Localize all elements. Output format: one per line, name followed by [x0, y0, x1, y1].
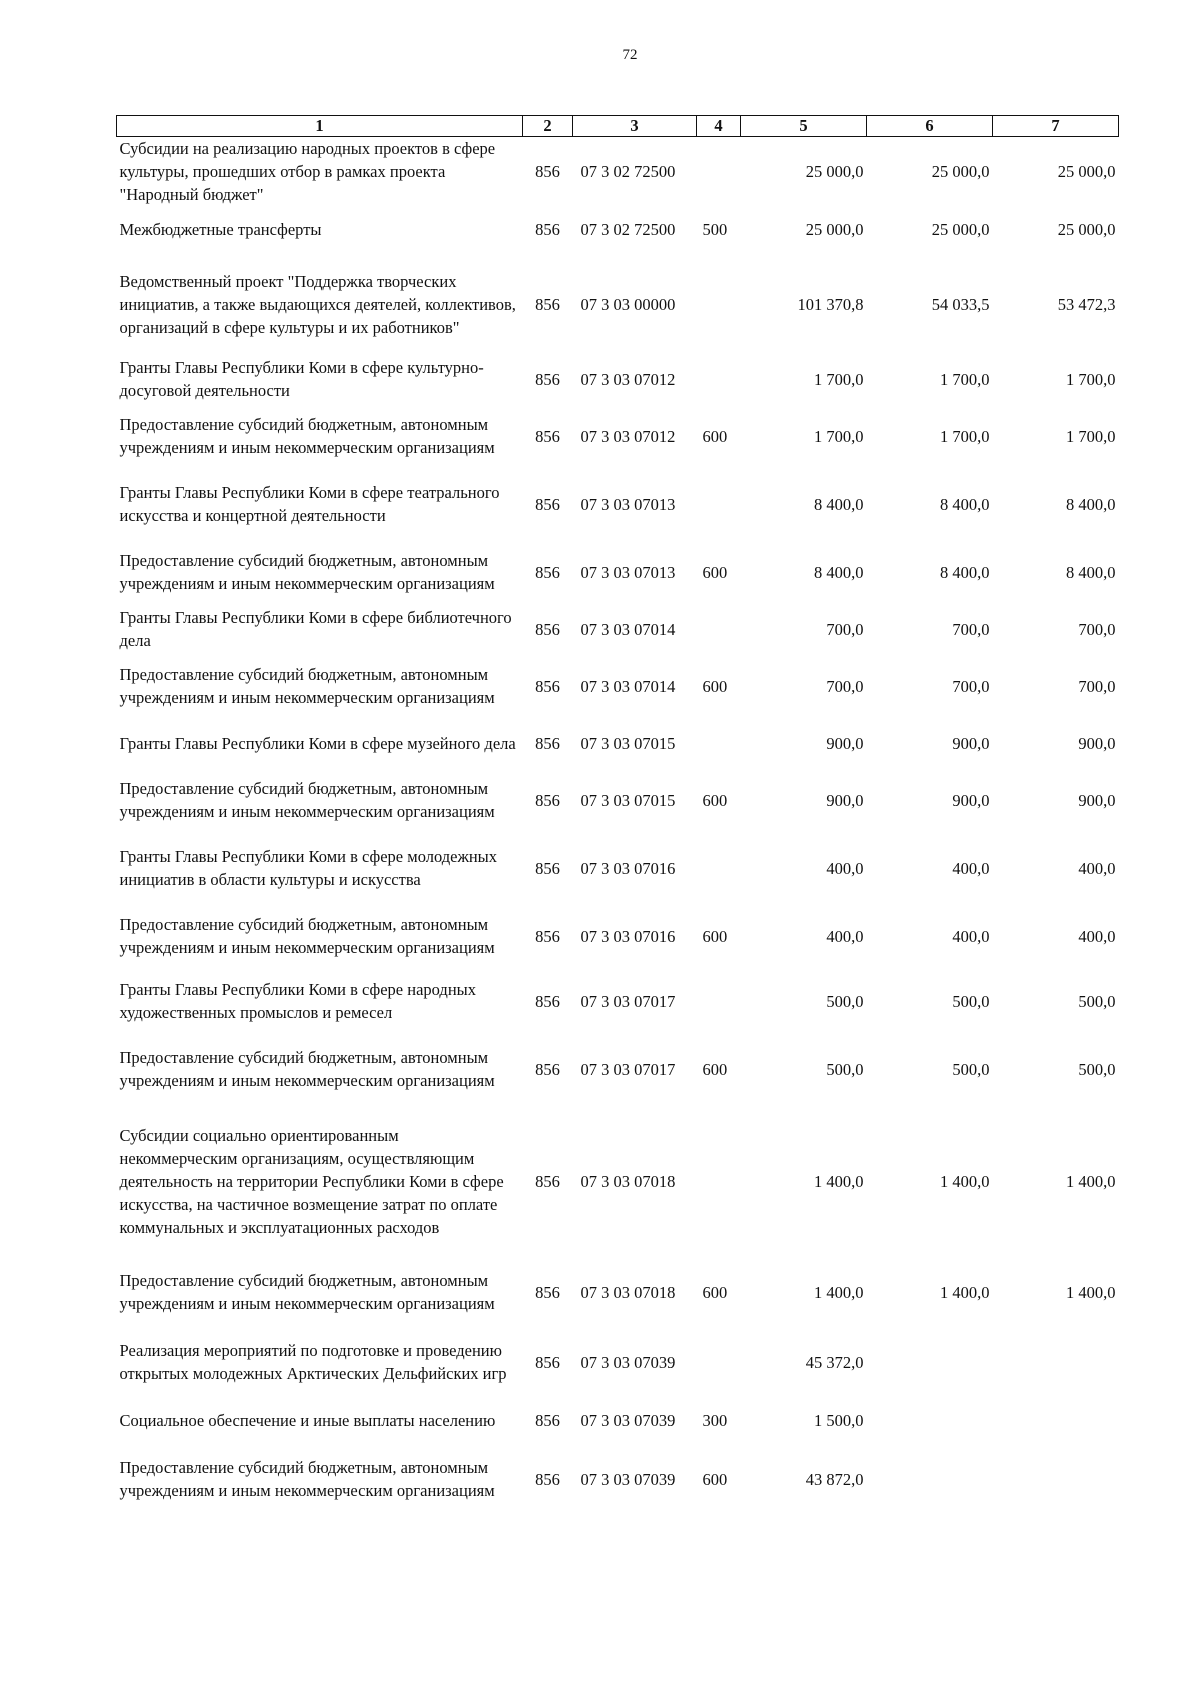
row-amount-col7: 1 700,0	[1066, 369, 1116, 389]
header-col-4: 4	[697, 116, 741, 137]
row-expense-type: 500	[702, 219, 728, 239]
row-gr-code: 856	[535, 991, 560, 1011]
row-amount-col6: 1 700,0	[940, 426, 990, 446]
row-gr-code: 856	[535, 619, 560, 639]
row-gr-code: 856	[535, 1352, 560, 1372]
row-expense-type: 600	[702, 676, 728, 696]
row-expense-type	[697, 137, 741, 207]
row-amount-col5: 25 000,0	[805, 162, 864, 181]
row-amount-col7	[993, 1444, 1119, 1514]
row-amount-col6: 25 000,0	[931, 162, 990, 181]
row-name: Предоставление субсидий бюджетным, автономным учреждениям и иным некоммерческим организациям	[119, 1271, 495, 1313]
row-amount-col7: 900,0	[1078, 733, 1116, 753]
row-name: Реализация мероприятий по подготовке и проведению открытых молодежных Арктических Дельфийских игр	[119, 1341, 507, 1383]
table-row	[117, 1256, 1119, 1328]
row-name: Субсидии на реализацию народных проектов в сфере культуры, прошедших отбор в рамках проекта "Народный бюджет"	[119, 139, 496, 204]
table-row	[117, 252, 1119, 356]
row-target-code: 07 3 03 07017	[580, 991, 676, 1011]
row-target-code: 07 3 02 72500	[580, 219, 676, 239]
row-expense-type	[697, 356, 741, 402]
row-expense-type: 600	[702, 1469, 728, 1489]
row-amount-col5: 45 372,0	[805, 1352, 864, 1372]
row-target-code: 07 3 03 07013	[580, 494, 676, 514]
row-target-code: 07 3 03 07014	[580, 676, 676, 696]
row-amount-col5: 1 700,0	[814, 426, 864, 446]
row-amount-col5: 43 872,0	[805, 1469, 864, 1489]
row-target-code: 07 3 03 07013	[580, 562, 676, 582]
row-amount-col7: 500,0	[1078, 991, 1116, 1011]
row-amount-col7: 400,0	[1078, 858, 1116, 878]
table-body	[117, 137, 1119, 1515]
row-gr-code: 856	[535, 219, 560, 239]
row-gr-code: 856	[535, 926, 560, 946]
row-name: Гранты Главы Республики Коми в сфере культурно-досуговой деятельности	[119, 358, 484, 400]
row-target-code: 07 3 03 07017	[580, 1059, 676, 1079]
row-expense-type: 600	[702, 790, 728, 810]
row-amount-col5: 500,0	[826, 1059, 864, 1079]
table-row	[117, 470, 1119, 538]
row-amount-col7: 25 000,0	[1057, 219, 1116, 239]
row-target-code: 07 3 03 07012	[580, 426, 676, 446]
row-amount-col6: 500,0	[952, 991, 990, 1011]
table-row	[117, 652, 1119, 720]
row-amount-col5: 8 400,0	[814, 562, 864, 582]
row-amount-col6: 25 000,0	[931, 219, 990, 239]
row-amount-col6	[867, 1444, 993, 1514]
table-row	[117, 137, 1119, 207]
row-expense-type	[697, 606, 741, 652]
row-gr-code: 856	[535, 858, 560, 878]
row-name: Предоставление субсидий бюджетным, автономным учреждениям и иным некоммерческим организациям	[119, 1048, 495, 1090]
table-row	[117, 720, 1119, 766]
row-amount-col7: 1 400,0	[1066, 1171, 1116, 1191]
row-amount-col7: 1 700,0	[1066, 426, 1116, 446]
row-name: Гранты Главы Республики Коми в сфере библиотечного дела	[119, 608, 512, 650]
row-expense-type	[697, 1328, 741, 1396]
row-name: Предоставление субсидий бюджетным, автономным учреждениям и иным некоммерческим организациям	[119, 915, 495, 957]
row-amount-col5: 1 400,0	[814, 1171, 864, 1191]
row-name: Субсидии социально ориентированным некоммерческим организациям, осуществляющим деятельность на территории Республики Коми в сфере искусства, на частичное возмещение затрат по оплате коммунальных и эксплуатационных расходов	[119, 1125, 504, 1237]
row-gr-code: 856	[535, 494, 560, 514]
row-amount-col6: 1 400,0	[940, 1171, 990, 1191]
row-name: Предоставление субсидий бюджетным, автономным учреждениям и иным некоммерческим организациям	[119, 415, 495, 457]
table-row	[117, 1032, 1119, 1106]
row-expense-type	[697, 1106, 741, 1256]
row-expense-type: 600	[702, 1059, 728, 1079]
row-amount-col7: 25 000,0	[1057, 162, 1116, 181]
row-amount-col6: 1 700,0	[940, 369, 990, 389]
row-amount-col5: 101 370,8	[797, 294, 864, 314]
row-amount-col5: 1 500,0	[814, 1410, 864, 1430]
row-amount-col5: 400,0	[826, 858, 864, 878]
row-amount-col5: 900,0	[826, 733, 864, 753]
row-name: Гранты Главы Республики Коми в сфере театрального искусства и концертной деятельности	[119, 483, 500, 525]
row-target-code: 07 3 03 07016	[580, 858, 676, 878]
row-gr-code: 856	[535, 1469, 560, 1489]
table-row	[117, 356, 1119, 402]
row-target-code: 07 3 03 07039	[580, 1469, 676, 1489]
row-amount-col6: 8 400,0	[940, 562, 990, 582]
row-name: Социальное обеспечение и иные выплаты населению	[119, 1410, 496, 1430]
header-col-6: 6	[867, 116, 993, 137]
table-row	[117, 1444, 1119, 1514]
row-target-code: 07 3 03 07015	[580, 790, 676, 810]
row-amount-col5: 1 700,0	[814, 369, 864, 389]
row-amount-col7: 53 472,3	[1057, 294, 1116, 314]
row-expense-type: 600	[702, 1282, 728, 1302]
row-target-code: 07 3 03 07016	[580, 926, 676, 946]
row-target-code: 07 3 03 00000	[580, 294, 676, 314]
row-expense-type: 600	[702, 562, 728, 582]
row-amount-col7: 8 400,0	[1066, 494, 1116, 514]
row-gr-code: 856	[535, 1059, 560, 1079]
row-amount-col6: 500,0	[952, 1059, 990, 1079]
row-gr-code: 856	[535, 162, 560, 181]
row-target-code: 07 3 03 07012	[580, 369, 676, 389]
header-row	[117, 116, 1119, 137]
row-name: Предоставление субсидий бюджетным, автономным учреждениям и иным некоммерческим организациям	[119, 551, 495, 593]
row-amount-col7: 700,0	[1078, 676, 1116, 696]
header-col-5: 5	[741, 116, 867, 137]
row-expense-type: 300	[702, 1410, 728, 1430]
row-amount-col6: 700,0	[952, 619, 990, 639]
row-amount-col5: 700,0	[826, 619, 864, 639]
row-name: Гранты Главы Республики Коми в сфере народных художественных промыслов и ремесел	[119, 980, 476, 1022]
row-name: Межбюджетные трансферты	[119, 219, 322, 239]
row-gr-code: 856	[535, 790, 560, 810]
row-name: Ведомственный проект "Поддержка творческих инициатив, а также выдающихся деятелей, коллективов, организаций в сфере культуры и их работников"	[119, 271, 516, 337]
row-name: Гранты Главы Республики Коми в сфере музейного дела	[119, 733, 516, 753]
row-amount-col6: 8 400,0	[940, 494, 990, 514]
row-amount-col6	[867, 1328, 993, 1396]
budget-table	[116, 115, 1119, 1514]
row-target-code: 07 3 03 07018	[580, 1282, 676, 1302]
row-amount-col7: 8 400,0	[1066, 562, 1116, 582]
row-target-code: 07 3 03 07039	[580, 1352, 676, 1372]
row-target-code: 07 3 02 72500	[580, 162, 676, 181]
row-amount-col6: 1 400,0	[940, 1282, 990, 1302]
row-gr-code: 856	[535, 1171, 560, 1191]
row-amount-col6: 54 033,5	[931, 294, 990, 314]
row-amount-col7: 900,0	[1078, 790, 1116, 810]
row-amount-col7: 700,0	[1078, 619, 1116, 639]
row-amount-col5: 8 400,0	[814, 494, 864, 514]
row-gr-code: 856	[535, 733, 560, 753]
row-target-code: 07 3 03 07014	[580, 619, 676, 639]
row-amount-col5: 1 400,0	[814, 1282, 864, 1302]
header-col-1: 1	[117, 116, 523, 137]
page-number: 72	[622, 47, 638, 63]
row-expense-type: 600	[702, 926, 728, 946]
row-amount-col6	[867, 1396, 993, 1444]
row-amount-col6: 900,0	[952, 790, 990, 810]
row-expense-type	[697, 834, 741, 902]
row-amount-col6: 400,0	[952, 926, 990, 946]
table-row	[117, 206, 1119, 252]
row-name: Предоставление субсидий бюджетным, автономным учреждениям и иным некоммерческим организациям	[119, 665, 495, 707]
row-amount-col5: 400,0	[826, 926, 864, 946]
row-target-code: 07 3 03 07039	[580, 1410, 676, 1430]
row-amount-col5: 900,0	[826, 790, 864, 810]
row-expense-type	[697, 970, 741, 1032]
row-amount-col7: 1 400,0	[1066, 1282, 1116, 1302]
table-row	[117, 766, 1119, 834]
row-name: Гранты Главы Республики Коми в сфере молодежных инициатив в области культуры и искусства	[119, 847, 498, 889]
row-gr-code: 856	[535, 676, 560, 696]
row-expense-type: 600	[702, 426, 728, 446]
table-row	[117, 970, 1119, 1032]
row-amount-col6: 400,0	[952, 858, 990, 878]
row-amount-col6: 700,0	[952, 676, 990, 696]
row-amount-col7: 500,0	[1078, 1059, 1116, 1079]
row-amount-col6: 900,0	[952, 733, 990, 753]
row-amount-col5: 25 000,0	[805, 219, 864, 239]
row-gr-code: 856	[535, 562, 560, 582]
header-col-2: 2	[523, 116, 573, 137]
row-amount-col7: 400,0	[1078, 926, 1116, 946]
row-amount-col7	[993, 1328, 1119, 1396]
table-row	[117, 1328, 1119, 1396]
table-row	[117, 1396, 1119, 1444]
row-gr-code: 856	[535, 1282, 560, 1302]
table-row	[117, 538, 1119, 606]
header-col-3: 3	[573, 116, 697, 137]
row-gr-code: 856	[535, 294, 560, 314]
row-expense-type	[697, 252, 741, 356]
header-col-7: 7	[993, 116, 1119, 137]
row-expense-type	[697, 720, 741, 766]
row-target-code: 07 3 03 07018	[580, 1171, 676, 1191]
row-name: Предоставление субсидий бюджетным, автономным учреждениям и иным некоммерческим организациям	[119, 779, 495, 821]
row-name: Предоставление субсидий бюджетным, автономным учреждениям и иным некоммерческим организациям	[119, 1458, 495, 1500]
row-target-code: 07 3 03 07015	[580, 733, 676, 753]
table-row	[117, 902, 1119, 970]
table-row	[117, 1106, 1119, 1256]
row-gr-code: 856	[535, 426, 560, 446]
row-amount-col7	[993, 1396, 1119, 1444]
table-row	[117, 402, 1119, 470]
row-amount-col5: 700,0	[826, 676, 864, 696]
table-row	[117, 606, 1119, 652]
row-gr-code: 856	[535, 369, 560, 389]
row-gr-code: 856	[535, 1410, 560, 1430]
row-expense-type	[697, 470, 741, 538]
row-amount-col5: 500,0	[826, 991, 864, 1011]
table-row	[117, 834, 1119, 902]
